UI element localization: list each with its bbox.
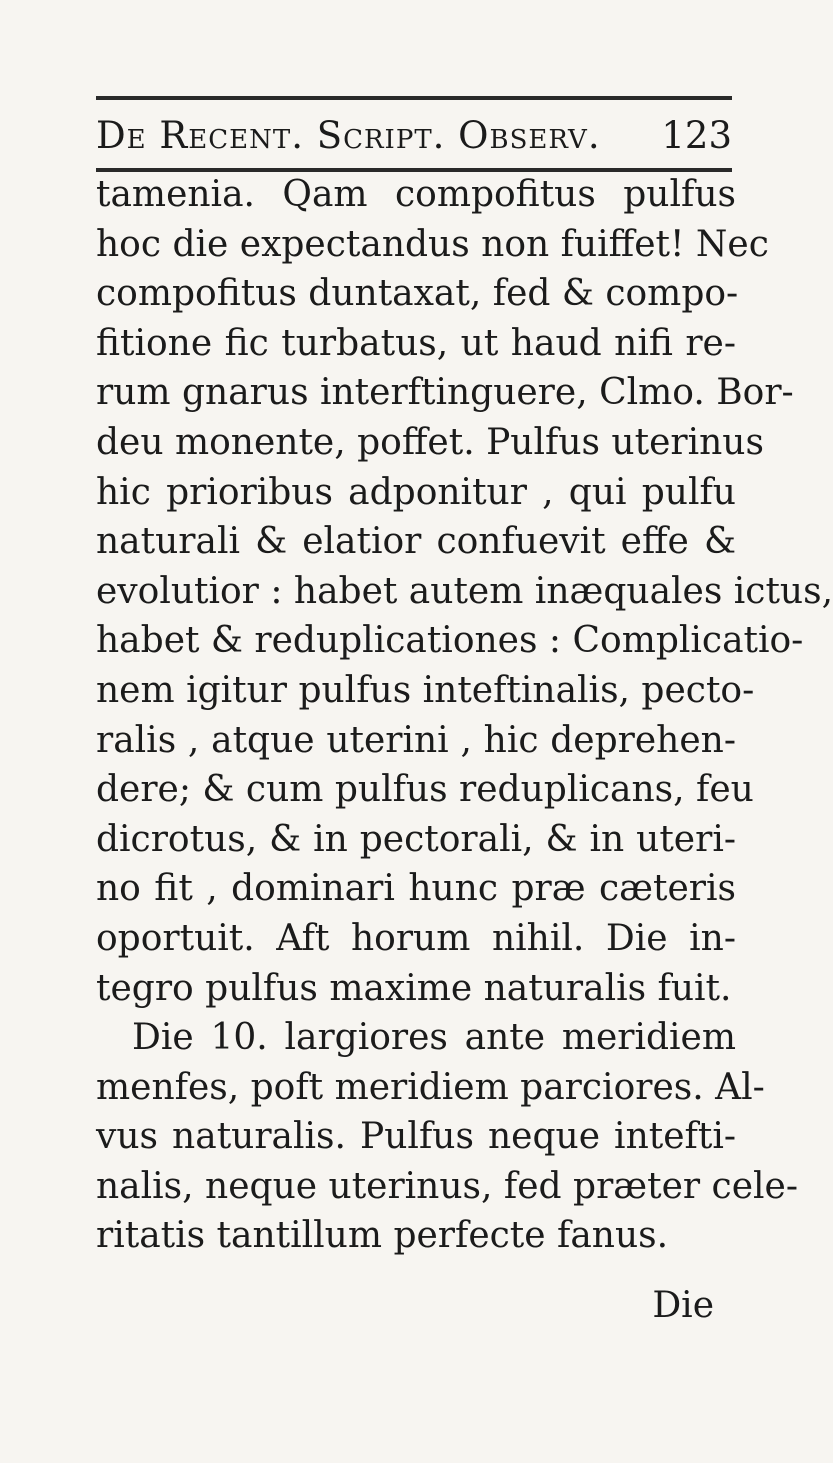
text-line: evolutior : habet autem inæquales ictus, [96, 570, 833, 612]
running-head: De Recent. Script. Observ. [96, 114, 601, 157]
text-line: Die 10. largiores ante meridiem [132, 1017, 736, 1059]
text-line: dere; & cum pulfus reduplicans, feu [96, 769, 754, 811]
page-header [96, 108, 732, 164]
text-line: naturali & elatior confuevit effe & [96, 521, 736, 563]
text-line: vus naturalis. Pulfus neque intefti- [96, 1116, 736, 1158]
text-line: nalis, neque uterinus, fed præter cele- [96, 1165, 798, 1207]
text-line: no fit , dominari hunc præ cæteris [96, 868, 736, 910]
text-line: dicrotus, & in pectorali, & in uteri- [96, 818, 736, 860]
body-text [96, 170, 833, 1261]
text-line: nem igitur pulfus inteftinalis, pecto- [96, 669, 755, 711]
text-line: deu monente, poffet. Pulfus uterinus [96, 421, 764, 463]
text-line: tegro pulfus maxime naturalis fuit. [96, 967, 732, 1009]
text-line: fitione fic turbatus, ut haud nifi re- [96, 322, 736, 364]
text-line: ritatis tantillum perfecte fanus. [96, 1215, 669, 1257]
text-line: tamenia. Qam compofitus pulfus [96, 174, 736, 215]
text-line: habet & reduplicationes : Complicatio- [96, 620, 804, 662]
text-line: ralis , atque uterini , hic deprehen- [96, 719, 736, 761]
catchword: Die [652, 1285, 714, 1326]
page-number: 123 [661, 114, 732, 157]
text-line: compofitus duntaxat, fed & compo- [96, 273, 739, 315]
text-line: rum gnarus interftinguere, Clmo. Bor- [96, 372, 794, 414]
text-line: hic prioribus adponitur , qui pulfu [96, 471, 736, 513]
text-line: menfes, poft meridiem parciores. Al- [96, 1066, 765, 1108]
text-line: hoc die expectandus non fuiffet! Nec [96, 223, 769, 265]
text-line: oportuit. Aft horum nihil. Die in- [96, 917, 736, 959]
top-rule [96, 96, 732, 100]
